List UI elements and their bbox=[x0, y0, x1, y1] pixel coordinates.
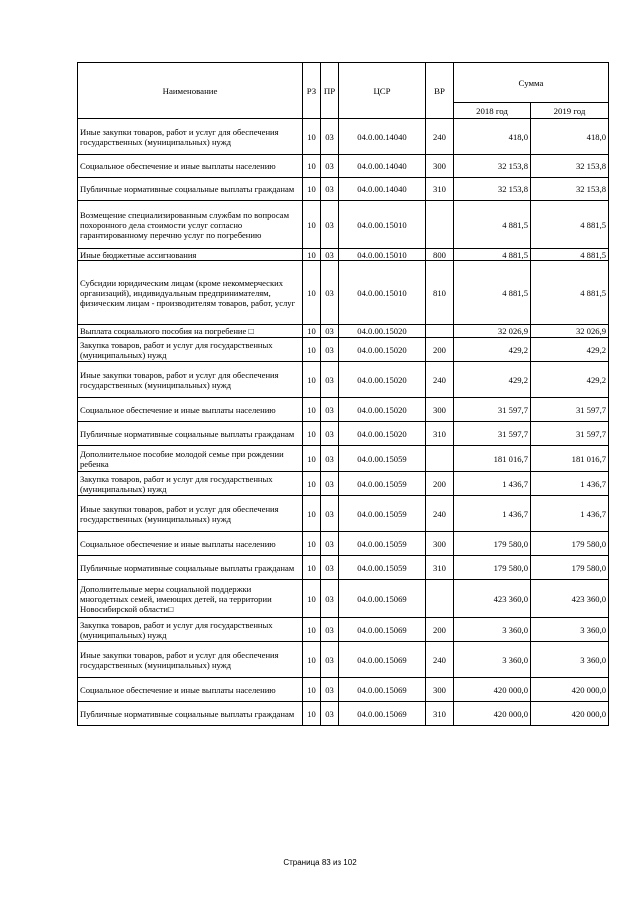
row-sum-2018: 31 597,7 bbox=[454, 422, 531, 446]
row-name: Социальное обеспечение и иные выплаты населению bbox=[78, 532, 303, 556]
table-row bbox=[78, 678, 609, 702]
row-pr: 03 bbox=[321, 642, 339, 678]
row-csr: 04.0.00.15020 bbox=[339, 362, 426, 398]
header-year-2019: 2019 год bbox=[531, 103, 609, 119]
row-sum-2019: 423 360,0 bbox=[531, 580, 609, 618]
row-sum-2018: 4 881,5 bbox=[454, 201, 531, 249]
row-sum-2018: 3 360,0 bbox=[454, 618, 531, 642]
row-sum-2018: 179 580,0 bbox=[454, 556, 531, 580]
table-row bbox=[78, 642, 609, 678]
row-vr: 310 bbox=[426, 556, 454, 580]
row-sum-2018: 3 360,0 bbox=[454, 642, 531, 678]
row-sum-2018: 1 436,7 bbox=[454, 496, 531, 532]
table-row bbox=[78, 556, 609, 580]
row-csr: 04.0.00.15010 bbox=[339, 249, 426, 261]
row-sum-2018: 4 881,5 bbox=[454, 249, 531, 261]
row-pr: 03 bbox=[321, 496, 339, 532]
table-body bbox=[78, 119, 609, 726]
row-sum-2019: 181 016,7 bbox=[531, 446, 609, 472]
row-csr: 04.0.00.15020 bbox=[339, 325, 426, 338]
row-sum-2019: 3 360,0 bbox=[531, 618, 609, 642]
table-row bbox=[78, 618, 609, 642]
row-vr: 240 bbox=[426, 496, 454, 532]
row-sum-2019: 4 881,5 bbox=[531, 261, 609, 325]
row-name: Социальное обеспечение и иные выплаты населению bbox=[78, 155, 303, 178]
row-sum-2019: 429,2 bbox=[531, 338, 609, 362]
row-vr: 310 bbox=[426, 422, 454, 446]
row-sum-2019: 179 580,0 bbox=[531, 556, 609, 580]
row-sum-2019: 31 597,7 bbox=[531, 422, 609, 446]
row-rz: 10 bbox=[303, 580, 321, 618]
table-row bbox=[78, 496, 609, 532]
row-sum-2018: 418,0 bbox=[454, 119, 531, 155]
table-row bbox=[78, 178, 609, 201]
row-csr: 04.0.00.15069 bbox=[339, 580, 426, 618]
row-name: Дополнительное пособие молодой семье при рождении ребенка bbox=[78, 446, 303, 472]
row-sum-2018: 181 016,7 bbox=[454, 446, 531, 472]
table-header-row bbox=[78, 63, 609, 103]
row-vr bbox=[426, 580, 454, 618]
row-pr: 03 bbox=[321, 338, 339, 362]
row-vr: 200 bbox=[426, 338, 454, 362]
row-csr: 04.0.00.15059 bbox=[339, 532, 426, 556]
row-name: Публичные нормативные социальные выплаты гражданам bbox=[78, 422, 303, 446]
table-row bbox=[78, 422, 609, 446]
header-vr: ВР bbox=[426, 63, 454, 119]
row-csr: 04.0.00.15020 bbox=[339, 398, 426, 422]
row-sum-2019: 32 026,9 bbox=[531, 325, 609, 338]
row-sum-2019: 32 153,8 bbox=[531, 178, 609, 201]
row-sum-2019: 4 881,5 bbox=[531, 249, 609, 261]
row-vr bbox=[426, 325, 454, 338]
row-csr: 04.0.00.15059 bbox=[339, 472, 426, 496]
row-pr: 03 bbox=[321, 261, 339, 325]
row-sum-2018: 32 153,8 bbox=[454, 155, 531, 178]
row-rz: 10 bbox=[303, 642, 321, 678]
row-rz: 10 bbox=[303, 201, 321, 249]
row-vr: 300 bbox=[426, 155, 454, 178]
table-row bbox=[78, 119, 609, 155]
row-sum-2019: 429,2 bbox=[531, 362, 609, 398]
row-rz: 10 bbox=[303, 362, 321, 398]
header-year-2018: 2018 год bbox=[454, 103, 531, 119]
table-row bbox=[78, 249, 609, 261]
table-row bbox=[78, 261, 609, 325]
table-row bbox=[78, 702, 609, 726]
row-name: Иные закупки товаров, работ и услуг для обеспечения государственных (муниципальных) нужд bbox=[78, 496, 303, 532]
budget-table-container bbox=[77, 62, 608, 726]
row-csr: 04.0.00.14040 bbox=[339, 119, 426, 155]
row-vr: 310 bbox=[426, 178, 454, 201]
row-name: Закупка товаров, работ и услуг для государственных (муниципальных) нужд bbox=[78, 472, 303, 496]
row-rz: 10 bbox=[303, 178, 321, 201]
table-row bbox=[78, 532, 609, 556]
row-sum-2019: 31 597,7 bbox=[531, 398, 609, 422]
table-row bbox=[78, 155, 609, 178]
row-name: Дополнительные меры социальной поддержки многодетных семей, имеющих детей, на территории Новосибирской области□ bbox=[78, 580, 303, 618]
row-name: Возмещение специализированным службам по вопросам похоронного дела стоимости услуг согласно гарантированному перечню услуг по погребению bbox=[78, 201, 303, 249]
row-vr: 200 bbox=[426, 472, 454, 496]
row-vr: 300 bbox=[426, 678, 454, 702]
row-csr: 04.0.00.15020 bbox=[339, 338, 426, 362]
row-sum-2018: 429,2 bbox=[454, 362, 531, 398]
row-sum-2018: 429,2 bbox=[454, 338, 531, 362]
row-name: Закупка товаров, работ и услуг для государственных (муниципальных) нужд bbox=[78, 338, 303, 362]
row-sum-2018: 32 153,8 bbox=[454, 178, 531, 201]
row-sum-2019: 420 000,0 bbox=[531, 678, 609, 702]
row-pr: 03 bbox=[321, 422, 339, 446]
page-number: Страница 83 из 102 bbox=[283, 858, 357, 867]
row-name: Субсидии юридическим лицам (кроме некоммерческих организаций), индивидуальным предпринимателям, физическим лицам - производителям товаров, работ, услуг bbox=[78, 261, 303, 325]
row-csr: 04.0.00.15059 bbox=[339, 446, 426, 472]
row-vr: 810 bbox=[426, 261, 454, 325]
table-row bbox=[78, 446, 609, 472]
row-sum-2018: 4 881,5 bbox=[454, 261, 531, 325]
table-row bbox=[78, 398, 609, 422]
row-csr: 04.0.00.15069 bbox=[339, 702, 426, 726]
row-sum-2018: 32 026,9 bbox=[454, 325, 531, 338]
row-pr: 03 bbox=[321, 702, 339, 726]
row-sum-2019: 179 580,0 bbox=[531, 532, 609, 556]
row-csr: 04.0.00.14040 bbox=[339, 178, 426, 201]
row-name: Публичные нормативные социальные выплаты гражданам bbox=[78, 556, 303, 580]
row-name: Иные бюджетные ассигнования bbox=[78, 249, 303, 261]
row-csr: 04.0.00.15069 bbox=[339, 678, 426, 702]
row-pr: 03 bbox=[321, 618, 339, 642]
row-rz: 10 bbox=[303, 325, 321, 338]
row-vr bbox=[426, 201, 454, 249]
row-pr: 03 bbox=[321, 446, 339, 472]
table-row bbox=[78, 338, 609, 362]
budget-table bbox=[77, 62, 609, 726]
row-name: Выплата социального пособия на погребение □ bbox=[78, 325, 303, 338]
row-vr: 200 bbox=[426, 618, 454, 642]
row-csr: 04.0.00.15010 bbox=[339, 201, 426, 249]
row-pr: 03 bbox=[321, 556, 339, 580]
row-sum-2019: 3 360,0 bbox=[531, 642, 609, 678]
row-rz: 10 bbox=[303, 472, 321, 496]
row-csr: 04.0.00.15020 bbox=[339, 422, 426, 446]
table-row bbox=[78, 580, 609, 618]
row-rz: 10 bbox=[303, 422, 321, 446]
row-rz: 10 bbox=[303, 556, 321, 580]
row-sum-2019: 32 153,8 bbox=[531, 155, 609, 178]
row-pr: 03 bbox=[321, 580, 339, 618]
row-pr: 03 bbox=[321, 325, 339, 338]
header-pr: ПР bbox=[321, 63, 339, 119]
header-name: Наименование bbox=[78, 63, 303, 119]
row-vr: 310 bbox=[426, 702, 454, 726]
row-vr bbox=[426, 446, 454, 472]
row-sum-2018: 31 597,7 bbox=[454, 398, 531, 422]
row-pr: 03 bbox=[321, 362, 339, 398]
row-csr: 04.0.00.15059 bbox=[339, 496, 426, 532]
row-rz: 10 bbox=[303, 119, 321, 155]
row-sum-2019: 1 436,7 bbox=[531, 472, 609, 496]
row-csr: 04.0.00.15069 bbox=[339, 618, 426, 642]
row-rz: 10 bbox=[303, 261, 321, 325]
row-pr: 03 bbox=[321, 398, 339, 422]
row-sum-2018: 423 360,0 bbox=[454, 580, 531, 618]
row-name: Публичные нормативные социальные выплаты гражданам bbox=[78, 178, 303, 201]
row-sum-2019: 420 000,0 bbox=[531, 702, 609, 726]
row-name: Закупка товаров, работ и услуг для государственных (муниципальных) нужд bbox=[78, 618, 303, 642]
row-rz: 10 bbox=[303, 446, 321, 472]
row-name: Иные закупки товаров, работ и услуг для обеспечения государственных (муниципальных) нужд bbox=[78, 642, 303, 678]
row-pr: 03 bbox=[321, 201, 339, 249]
row-name: Иные закупки товаров, работ и услуг для обеспечения государственных (муниципальных) нужд bbox=[78, 119, 303, 155]
row-sum-2019: 418,0 bbox=[531, 119, 609, 155]
row-rz: 10 bbox=[303, 249, 321, 261]
row-rz: 10 bbox=[303, 338, 321, 362]
row-vr: 300 bbox=[426, 398, 454, 422]
row-vr: 240 bbox=[426, 362, 454, 398]
row-pr: 03 bbox=[321, 678, 339, 702]
header-csr: ЦСР bbox=[339, 63, 426, 119]
table-row bbox=[78, 362, 609, 398]
row-rz: 10 bbox=[303, 398, 321, 422]
row-csr: 04.0.00.15010 bbox=[339, 261, 426, 325]
row-pr: 03 bbox=[321, 472, 339, 496]
row-rz: 10 bbox=[303, 532, 321, 556]
row-name: Иные закупки товаров, работ и услуг для обеспечения государственных (муниципальных) нужд bbox=[78, 362, 303, 398]
table-row bbox=[78, 325, 609, 338]
row-pr: 03 bbox=[321, 249, 339, 261]
row-vr: 300 bbox=[426, 532, 454, 556]
row-rz: 10 bbox=[303, 155, 321, 178]
row-pr: 03 bbox=[321, 155, 339, 178]
row-vr: 240 bbox=[426, 119, 454, 155]
row-name: Социальное обеспечение и иные выплаты населению bbox=[78, 678, 303, 702]
row-csr: 04.0.00.15069 bbox=[339, 642, 426, 678]
row-sum-2019: 1 436,7 bbox=[531, 496, 609, 532]
row-rz: 10 bbox=[303, 702, 321, 726]
row-pr: 03 bbox=[321, 119, 339, 155]
row-csr: 04.0.00.15059 bbox=[339, 556, 426, 580]
row-sum-2018: 179 580,0 bbox=[454, 532, 531, 556]
header-rz: РЗ bbox=[303, 63, 321, 119]
table-row bbox=[78, 201, 609, 249]
row-sum-2018: 420 000,0 bbox=[454, 678, 531, 702]
row-rz: 10 bbox=[303, 496, 321, 532]
row-rz: 10 bbox=[303, 678, 321, 702]
row-sum-2019: 4 881,5 bbox=[531, 201, 609, 249]
row-vr: 800 bbox=[426, 249, 454, 261]
table-row bbox=[78, 472, 609, 496]
row-name: Публичные нормативные социальные выплаты гражданам bbox=[78, 702, 303, 726]
row-rz: 10 bbox=[303, 618, 321, 642]
row-pr: 03 bbox=[321, 532, 339, 556]
row-pr: 03 bbox=[321, 178, 339, 201]
row-csr: 04.0.00.14040 bbox=[339, 155, 426, 178]
row-sum-2018: 1 436,7 bbox=[454, 472, 531, 496]
header-sum: Сумма bbox=[454, 63, 609, 103]
row-sum-2018: 420 000,0 bbox=[454, 702, 531, 726]
row-name: Социальное обеспечение и иные выплаты населению bbox=[78, 398, 303, 422]
row-vr: 240 bbox=[426, 642, 454, 678]
